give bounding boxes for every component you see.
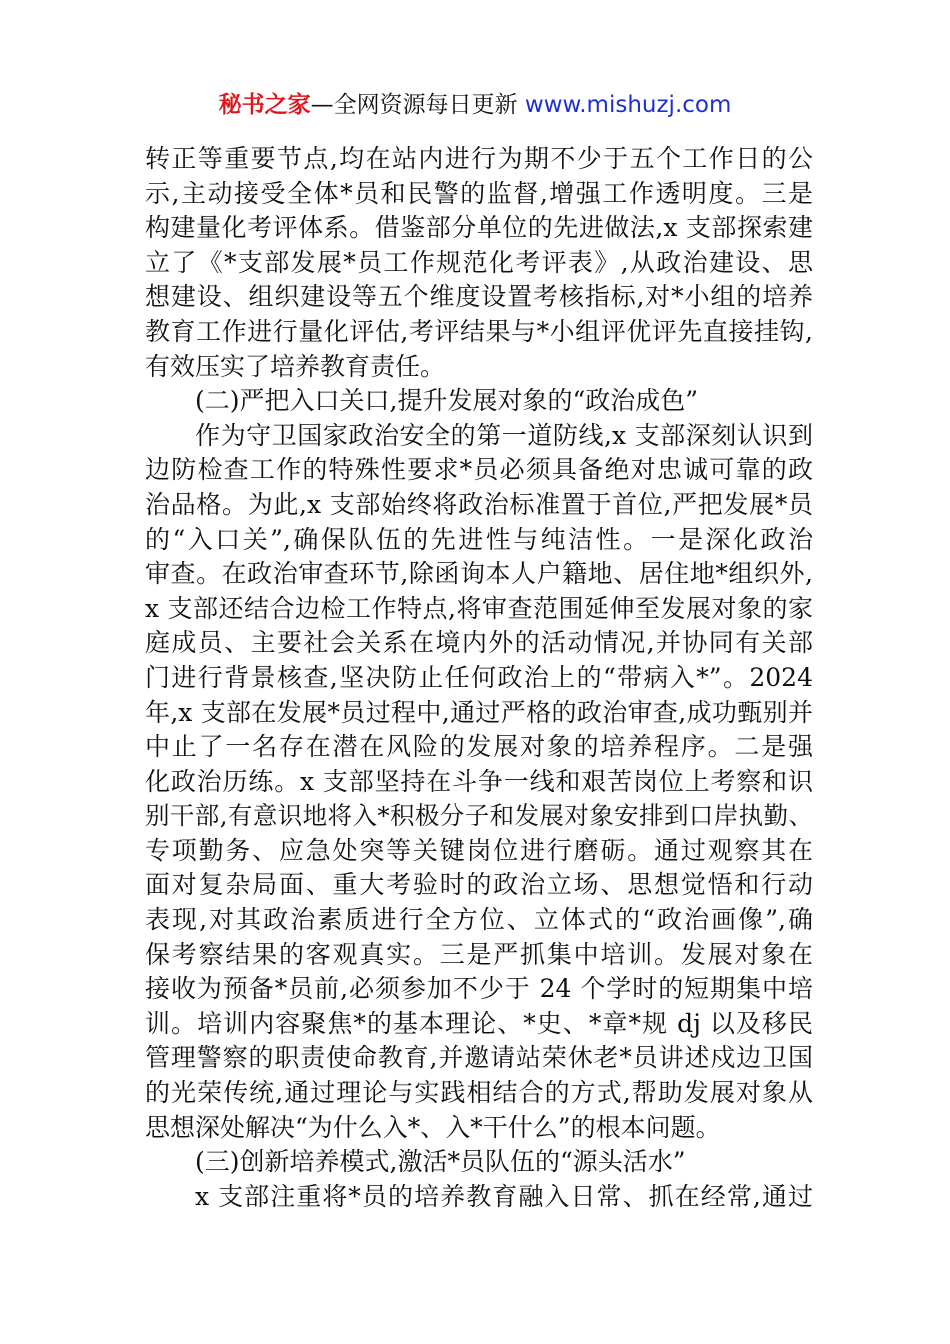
text-line: 构建量化考评体系。借鉴部分单位的先进做法,x 支部探索建 xyxy=(145,213,813,243)
header-tagline: —全网资源每日更新 xyxy=(310,92,518,118)
text-line: x 支部还结合边检工作特点,将审查范围延伸至发展对象的家 xyxy=(145,593,813,623)
text-line: 教育工作进行量化评估,考评结果与*小组评优评先直接挂钩, xyxy=(145,316,813,346)
text-line: 思想深处解决“为什么入*、入*干什么”的根本问题。 xyxy=(145,1112,721,1142)
document-body xyxy=(145,142,813,1214)
text-line: 有效压实了培养教育责任。 xyxy=(145,351,446,381)
text-line: 训。培训内容聚焦*的基本理论、*史、*章*规 dj 以及移民 xyxy=(145,1008,813,1038)
text-line: 门进行背景核查,坚决防止任何政治上的“带病入*”。2024 xyxy=(145,662,813,692)
text-line: 保考察结果的客观真实。三是严抓集中培训。发展对象在 xyxy=(145,939,813,969)
text-line: 治品格。为此,x 支部始终将政治标准置于首位,严把发展*员 xyxy=(145,489,813,519)
text-line: 接收为预备*员前,必须参加不少于 24 个学时的短期集中培 xyxy=(145,974,813,1004)
text-line: 面对复杂局面、重大考验时的政治立场、思想觉悟和行动 xyxy=(145,870,813,900)
text-line: 审查。在政治审查环节,除函询本人户籍地、居住地*组织外, xyxy=(145,559,813,589)
text-line: 立了《*支部发展*员工作规范化考评表》,从政治建设、思 xyxy=(145,247,813,277)
page-header xyxy=(0,88,950,122)
section-heading: (三)创新培养模式,激活*员队伍的“源头活水” xyxy=(195,1147,686,1177)
brand-name: 秘书之家 xyxy=(218,92,311,118)
text-line: 想建设、组织建设等五个维度设置考核指标,对*小组的培养 xyxy=(145,282,813,312)
text-line: x 支部注重将*员的培养教育融入日常、抓在经常,通过 xyxy=(195,1181,813,1211)
text-line: 管理警察的职责使命教育,并邀请站荣休老*员讲述戍边卫国 xyxy=(145,1043,813,1073)
text-line: 年,x 支部在发展*员过程中,通过严格的政治审查,成功甄别并 xyxy=(145,697,813,727)
text-line: 专项勤务、应急处突等关键岗位进行磨砺。通过观察其在 xyxy=(145,835,813,865)
text-line: 的光荣传统,通过理论与实践相结合的方式,帮助发展对象从 xyxy=(145,1078,813,1108)
text-line: 示,主动接受全体*员和民警的监督,增强工作透明度。三是 xyxy=(145,178,813,208)
site-link[interactable]: www.mishuzj.com xyxy=(524,92,732,118)
text-line: 表现,对其政治素质进行全方位、立体式的“政治画像”,确 xyxy=(145,905,813,935)
text-line: 中止了一名存在潜在风险的发展对象的培养程序。二是强 xyxy=(145,732,813,762)
text-line: 的“入口关”,确保队伍的先进性与纯洁性。一是深化政治 xyxy=(145,524,813,554)
text-line: 别干部,有意识地将入*积极分子和发展对象安排到口岸执勤、 xyxy=(145,801,813,831)
text-line: 转正等重要节点,均在站内进行为期不少于五个工作日的公 xyxy=(145,144,813,173)
text-line: 边防检查工作的特殊性要求*员必须具备绝对忠诚可靠的政 xyxy=(145,455,813,485)
text-line: 化政治历练。x 支部坚持在斗争一线和艰苦岗位上考察和识 xyxy=(145,766,813,796)
text-line: 庭成员、主要社会关系在境内外的活动情况,并协同有关部 xyxy=(145,628,813,658)
text-line: 作为守卫国家政治安全的第一道防线,x 支部深刻认识到 xyxy=(195,420,813,450)
section-heading: (二)严把入口关口,提升发展对象的“政治成色” xyxy=(195,386,699,416)
